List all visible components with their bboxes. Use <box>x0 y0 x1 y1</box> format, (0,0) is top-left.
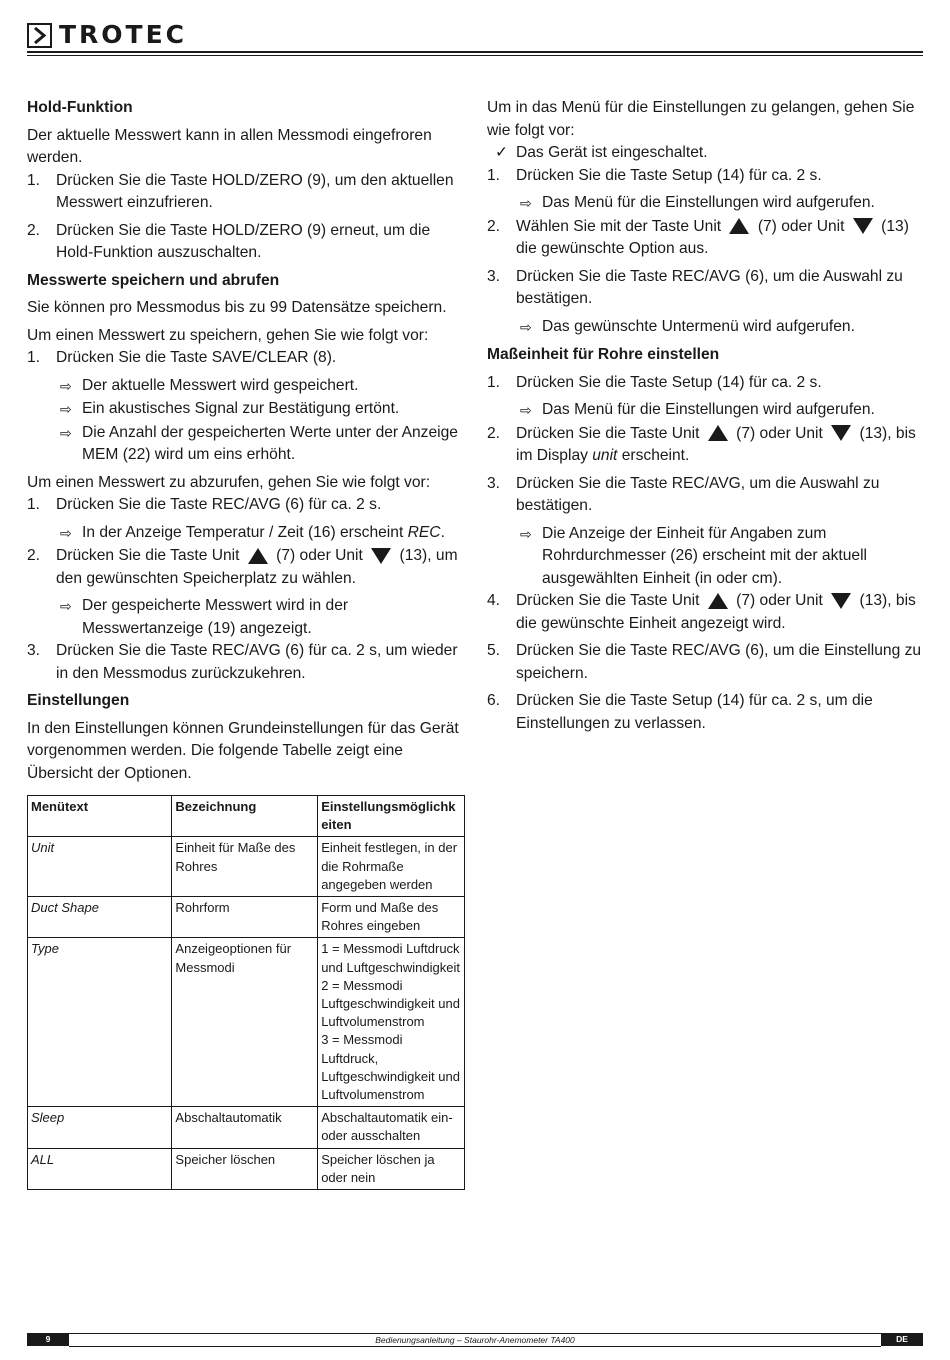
table-row <box>28 897 465 938</box>
triangle-down-icon <box>371 548 391 564</box>
footer-title: Bedienungsanleitung – Staurohr-Anemometer TA400 <box>69 1333 881 1347</box>
page-number: 9 <box>27 1333 69 1346</box>
table-row <box>28 1148 465 1189</box>
brand-name: TROTEC <box>59 20 188 49</box>
triangle-down-icon <box>831 593 851 609</box>
recall-intro: Um einen Messwert zu abzurufen, gehen Sie wie folgt vor: <box>27 473 431 491</box>
settings-intro: In den Einstellungen können Grundeinstellungen für das Gerät vorgenommen werden. Die folgende Tabelle zeigt eine Übersicht der Optionen. <box>27 719 459 782</box>
step-number: 1. <box>27 171 41 189</box>
step-text: Drücken Sie die Taste REC/AVG (6), um die Auswahl zu bestätigen. <box>516 267 903 307</box>
result-item <box>27 422 467 467</box>
step-number: 2. <box>487 424 501 442</box>
step-text: Drücken Sie die Taste Setup (14) für ca. 2 s, um die Einstellungen zu verlassen. <box>516 692 873 732</box>
list-item <box>487 473 924 518</box>
result-text: Der aktuelle Messwert wird gespeichert. <box>82 376 359 394</box>
column-header: Bezeichnung <box>172 796 318 837</box>
list-item <box>487 372 924 395</box>
triangle-down-icon <box>853 218 873 234</box>
result-text: Das gewünschte Untermenü wird aufgerufen. <box>542 317 855 335</box>
table-cell: ALL <box>28 1148 172 1189</box>
result-text <box>82 522 467 546</box>
table-cell: Unit <box>28 837 172 897</box>
step-number: 2. <box>27 221 41 239</box>
step-text: Drücken Sie die Taste HOLD/ZERO (9), um den aktuellen Messwert einzufrieren. <box>56 171 454 211</box>
step-text-part: (7) oder Unit <box>276 547 363 564</box>
table-cell: Rohrform <box>172 897 318 938</box>
step-number: 2. <box>487 217 501 235</box>
list-item <box>27 494 467 517</box>
step-text-part: (13) die gewünschte Option aus. <box>516 217 909 257</box>
arrow-right-icon: ⇨ <box>60 424 72 441</box>
result-item <box>27 375 467 399</box>
step-text-part: (13), um den gewünschten Speicherplatz zu wählen. <box>56 547 458 587</box>
rec-term: REC <box>407 523 441 541</box>
step-text: Drücken Sie die Taste REC/AVG (6) für ca. 2 s, um wieder in den Messmodus zurückzukehren. <box>56 642 458 682</box>
table-cell: Duct Shape <box>28 897 172 938</box>
left-column <box>27 97 467 1190</box>
result-text: Das Menü für die Einstellungen wird aufgerufen. <box>542 401 875 418</box>
step-text-part: (13), bis im Display <box>516 424 916 464</box>
step-text-part: (7) oder Unit <box>736 424 823 442</box>
checkmark-icon: ✓ <box>495 144 509 161</box>
precondition-text: Das Gerät ist eingeschaltet. <box>516 144 708 161</box>
arrow-right-icon: ⇨ <box>520 318 532 335</box>
settings-table <box>27 795 465 1190</box>
result-item <box>27 522 467 546</box>
arrow-right-icon: ⇨ <box>520 402 532 418</box>
arrow-right-icon: ⇨ <box>60 598 72 614</box>
step-text: Drücken Sie die Taste HOLD/ZERO (9) erneut, um die Hold-Funktion auszuschalten. <box>56 221 431 261</box>
list-item <box>27 170 467 215</box>
table-cell: Abschaltautomatik ein- oder ausschalten <box>318 1107 465 1148</box>
step-text: Drücken Sie die Taste REC/AVG, um die Auswahl zu bestätigen. <box>516 474 880 514</box>
list-item <box>487 640 924 685</box>
step-number: 1. <box>27 496 41 513</box>
step-text <box>516 423 924 468</box>
step-text-part: Drücken Sie die Taste Unit <box>516 592 700 609</box>
page-footer <box>27 1333 923 1346</box>
step-number: 2. <box>27 547 41 564</box>
arrow-right-icon: ⇨ <box>520 525 532 542</box>
step-text-part: erscheint. <box>617 447 690 464</box>
step-number: 4. <box>487 592 501 609</box>
result-item <box>27 595 467 640</box>
step-number: 3. <box>27 642 41 659</box>
step-text-part: (7) oder Unit <box>736 592 823 609</box>
table-cell: Anzeigeoptionen für Messmodi <box>172 938 318 1107</box>
header-rule-thin <box>27 55 923 56</box>
result-text-part: . <box>440 523 445 541</box>
result-item <box>487 192 924 216</box>
step-text: Drücken Sie die Taste REC/AVG (6), um die Einstellung zu speichern. <box>516 642 922 682</box>
settings-heading: Einstellungen <box>27 692 130 709</box>
list-item <box>487 266 924 311</box>
list-item <box>487 165 924 188</box>
table-cell: Form und Maße des Rohres eingeben <box>318 897 465 938</box>
table-row <box>28 837 465 897</box>
step-text: Drücken Sie die Taste SAVE/CLEAR (8). <box>56 349 337 366</box>
step-text-part: (7) oder Unit <box>757 217 845 235</box>
step-number: 1. <box>487 373 501 391</box>
result-item <box>487 399 924 423</box>
list-item <box>487 590 924 635</box>
step-number: 1. <box>487 166 501 184</box>
list-item <box>27 220 467 265</box>
result-item <box>27 398 467 422</box>
result-text: Ein akustisches Signal zur Bestätigung ertönt. <box>82 400 400 417</box>
step-text <box>56 545 467 590</box>
precondition-item <box>487 142 924 165</box>
chevron-right-icon <box>27 23 52 48</box>
right-column <box>487 97 924 735</box>
list-item <box>487 690 924 735</box>
step-number: 3. <box>487 267 501 285</box>
hold-intro: Der aktuelle Messwert kann in allen Messmodi eingefroren werden. <box>27 126 432 166</box>
table-row <box>28 938 465 1107</box>
header-rule <box>27 51 923 53</box>
triangle-up-icon <box>248 548 268 564</box>
step-text-part: Drücken Sie die Taste Unit <box>56 547 240 564</box>
column-header: Menütext <box>28 796 172 837</box>
arrow-right-icon: ⇨ <box>60 377 72 394</box>
step-text <box>516 590 924 635</box>
step-number: 5. <box>487 642 501 659</box>
table-cell: Einheit für Maße des Rohres <box>172 837 318 897</box>
step-text <box>516 216 924 261</box>
arrow-right-icon: ⇨ <box>520 195 532 211</box>
save-intro-2: Um einen Messwert zu speichern, gehen Sie wie folgt vor: <box>27 326 429 344</box>
result-item <box>487 523 924 591</box>
result-text-part: In der Anzeige Temperatur / Zeit (16) erscheint <box>82 523 408 541</box>
arrow-right-icon: ⇨ <box>60 401 72 417</box>
table-row <box>28 1107 465 1148</box>
step-number: 3. <box>487 474 501 492</box>
table-cell: Einheit festlegen, in der die Rohrmaße angegeben werden <box>318 837 465 897</box>
list-item <box>487 216 924 261</box>
page-header <box>27 20 923 56</box>
hold-heading: Hold-Funktion <box>27 99 133 116</box>
result-text: Die Anzeige der Einheit für Angaben zum Rohrdurchmesser (26) erscheint mit der aktuell ausgewählten Einheit (in oder cm). <box>542 524 867 587</box>
save-intro-1: Sie können pro Messmodus bis zu 99 Datensätze speichern. <box>27 299 447 316</box>
result-text: Die Anzahl der gespeicherten Werte unter der Anzeige MEM (22) wird um eins erhöht. <box>82 423 458 463</box>
step-text: Drücken Sie die Taste Setup (14) für ca. 2 s. <box>516 373 822 391</box>
table-cell: Type <box>28 938 172 1107</box>
step-text-part: Wählen Sie mit der Taste Unit <box>516 217 722 235</box>
column-header <box>318 796 465 837</box>
triangle-down-icon <box>831 425 851 441</box>
table-cell: 1 = Messmodi Luftdruck und Luftgeschwindigkeit 2 = Messmodi Luftgeschwindigkeit und Luftvolumenstrom 3 = Messmodi Luftdruck, Luftgeschwindigkeit und Luftvolumenstrom <box>318 938 465 1107</box>
list-item <box>27 545 467 590</box>
save-heading: Messwerte speichern und abrufen <box>27 271 280 289</box>
table-cell: Abschaltautomatik <box>172 1107 318 1148</box>
arrow-right-icon: ⇨ <box>60 524 72 541</box>
result-text: Das Menü für die Einstellungen wird aufgerufen. <box>542 194 875 211</box>
result-item <box>487 316 924 340</box>
triangle-up-icon <box>708 593 728 609</box>
column-header-text: Einstellungsmöglichkeiten <box>321 799 456 833</box>
step-number: 1. <box>27 349 41 366</box>
step-text-part: Drücken Sie die Taste Unit <box>516 424 700 442</box>
result-text: Der gespeicherte Messwert wird in der Messwertanzeige (19) angezeigt. <box>82 597 349 637</box>
step-text: Drücken Sie die Taste Setup (14) für ca. 2 s. <box>516 166 822 184</box>
unit-heading: Maßeinheit für Rohre einstellen <box>487 346 720 363</box>
language-badge: DE <box>881 1333 923 1346</box>
trotec-logo <box>27 20 187 50</box>
menu-intro: Um in das Menü für die Einstellungen zu gelangen, gehen Sie wie folgt vor: <box>487 99 915 139</box>
table-cell: Sleep <box>28 1107 172 1148</box>
table-cell: Speicher löschen <box>172 1148 318 1189</box>
triangle-up-icon <box>708 425 728 441</box>
table-cell: Speicher löschen ja oder nein <box>318 1148 465 1189</box>
step-text-part: (13), bis die gewünschte Einheit angezeigt wird. <box>516 592 916 632</box>
step-number: 6. <box>487 692 501 709</box>
list-item <box>27 347 467 370</box>
unit-term: unit <box>592 447 618 464</box>
list-item <box>27 640 467 685</box>
list-item <box>487 423 924 468</box>
triangle-up-icon <box>729 218 749 234</box>
table-header-row <box>28 796 465 837</box>
step-text: Drücken Sie die Taste REC/AVG (6) für ca. 2 s. <box>56 496 382 513</box>
